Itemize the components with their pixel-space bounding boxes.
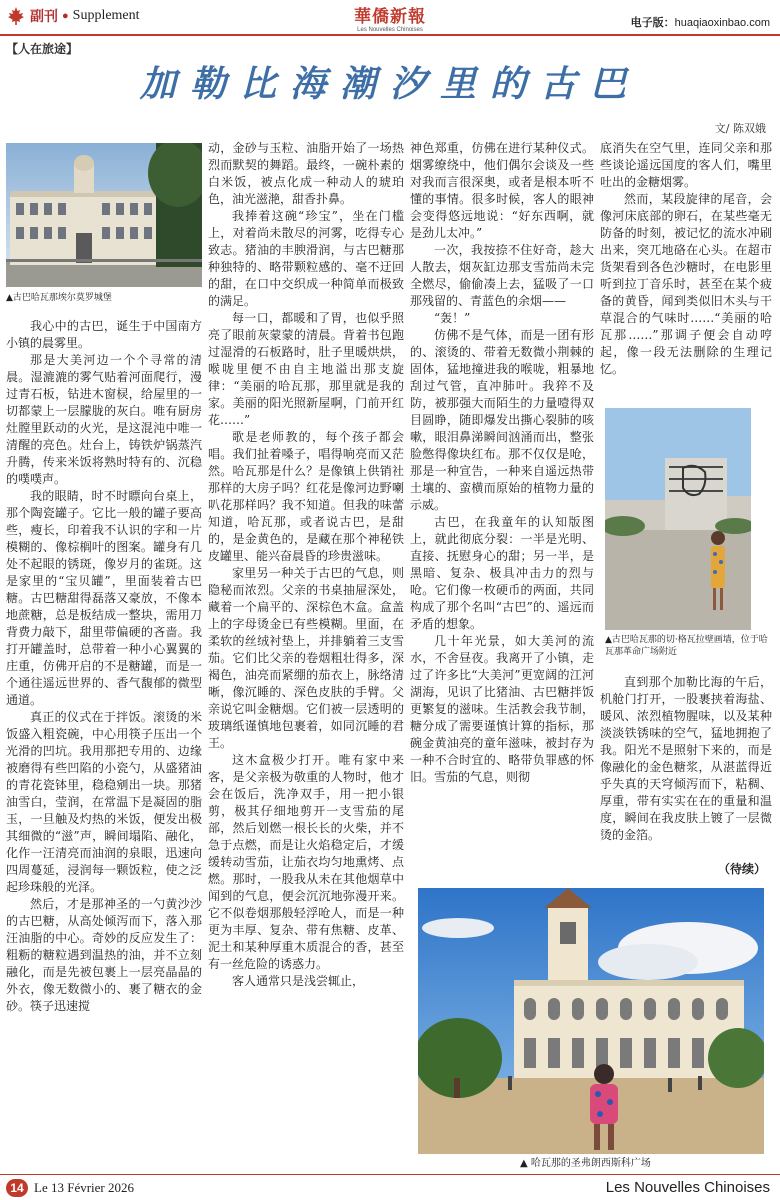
paragraph: 神色郑重，仿佛在进行某种仪式。烟雾缭绕中，他们偶尔会谈及一些对我而言很深奥，或者是根本听不懂的事情。很多时候，客人的眼神会变得悠远地说：“好东西啊，就是劲儿太冲。” xyxy=(410,141,594,240)
article-column-4-top xyxy=(600,140,772,400)
to-be-continued: （待续） xyxy=(718,862,767,876)
e-edition-label: 电子版： xyxy=(630,17,675,29)
photo-san-francisco-square xyxy=(418,888,764,1154)
paragraph: 这木盒极少打开。唯有家中来客，是父亲极为敬重的人物时，他才会在饭后，洗净双手，用一把小银剪，极其仔细地剪开一支雪茄的尾部，然后划燃一根长长的火柴，并不急于点燃，而是让火焰稳定后，才缓缓转动雪茄，让茄衣均匀地熏烤、点燃。那时，一股我从未在其他烟草中闻到的气息，便会沉沉地弥漫开来。它不似卷烟那般轻浮呛人，而是一种更为丰厚、复杂、带有焦糖、皮革、泥土和某种厚重木质混合的香，甚至有一丝危险的诱惑力。 xyxy=(208,753,404,971)
publication-name: Les Nouvelles Chinoises xyxy=(605,1179,770,1196)
paragraph: 然后，才是那神圣的一勺黄沙沙的古巴糖，从高处倾泻而下，落入那汪油脂的中心。奇妙的反应发生了：粗粝的糖粒遇到温热的油，并不立刻融化，而是先被包裹上一层亮晶晶的外衣，像无数微小的、裹了糖衣的金砂。筷子迅速搅 xyxy=(6,897,202,1013)
photo-che-mural xyxy=(605,408,751,630)
paper-name-fr: Les Nouvelles Chinoises xyxy=(357,27,423,33)
paragraph: 每一口，都暖和了胃，也似乎照亮了眼前灰蒙蒙的清晨。背着书包跑过湿滑的石板路时，肚子里暖烘烘，喉咙里便不由自主地溢出那支旋律：“美丽的哈瓦那，那里就是我的家。美丽的阳光照新屋啊，门前开红花……” xyxy=(208,311,404,427)
paper-logo xyxy=(330,2,450,33)
article-column-3 xyxy=(410,140,594,880)
paragraph: 一次，我按捺不住好奇，趁大人散去，烟灰缸边那支雪茄尚未完全燃尽，偷偷凑上去，猛吸了一口那残留的、青蓝色的余烟—— xyxy=(410,243,594,308)
byline: 文/ 陈双娥 xyxy=(714,122,766,135)
e-edition-domain: huaqiaoxinbao.com xyxy=(674,17,770,29)
paragraph: 我心中的古巴，诞生于中国南方小镇的晨雾里。 xyxy=(6,319,202,350)
photo-morro-castle xyxy=(6,143,202,287)
page-footer xyxy=(0,1174,780,1200)
e-edition xyxy=(631,14,770,30)
paragraph: 几十年光景，如大美河的流水，不舍昼夜。我离开了小镇，走过了许多比“大美河”更宽阔的江河湖海，见识了比猪油、古巴糖拌饭更繁复的滋味。生活教会我节制，糖分成了需要谨慎计算的指标，那碗金黄油亮的童年滋味，被封存为一种不合时宜的、略带负罪感的怀旧。雪茄的气息，则彻 xyxy=(410,634,594,784)
article-title: 加勒比海潮汐里的古巴 xyxy=(139,63,640,105)
column-tag: 【人在旅途】 xyxy=(6,42,79,56)
article-column-1 xyxy=(6,318,202,1168)
article-column-4-bottom xyxy=(600,674,772,854)
paragraph: 真正的仪式在于拌饭。滚烫的米饭盛入粗瓷碗，中心用筷子压出一个光滑的凹坑。我用那把专用的、边缘被磨得有些凹陷的小瓷勺，从盛猪油的青花瓷钵里，稳稳剜出一块。那猪油雪白，莹润，在常温下是凝固的脂玉，一旦触及灼热的米饭，便发出极其细微的“滋”声，瞬间塌陷、融化，化作一汪清亮而油润的泉眼，迅速向四周蔓延，浸润每一颗饭粒，使之泛起珍珠般的光泽。 xyxy=(6,710,202,894)
paragraph: 家里另一种关于古巴的气息，则隐秘而浓烈。父亲的书桌抽屉深处，藏着一个扁平的、深棕色木盒。盒盖上的字母烫金已有些模糊。里面，在柔软的丝绒衬垫上，并排躺着三支雪茄。它们比父亲的卷烟粗壮得多，深褐色，油亮而紧绷的茄衣上，脉络清晰，像沉睡的、深色皮肤的手臂。父亲说它叫金糖烟。它们被一层透明的玻璃纸谨慎地包裹着，如同沉睡的君王。 xyxy=(208,566,404,750)
header-rule xyxy=(0,34,780,36)
page-header xyxy=(0,0,780,36)
caption-photo3: ▲ 哈瓦那的圣弗朗西斯科广场 xyxy=(520,1158,651,1169)
paragraph: “轰！” xyxy=(434,311,471,325)
paragraph: 客人通常只是浅尝辄止， xyxy=(232,974,365,988)
paragraph: 动，金砂与玉粒、油脂开始了一场热烈而默契的舞蹈。最终，一碗朴素的白米饭，被点化成一种动人的琥珀色，油光滋滟，甜香扑鼻。 xyxy=(208,141,404,206)
article-column-2 xyxy=(208,140,404,1170)
paragraph: 我的眼睛，时不时瞟向台桌上，那个陶瓷罐子。它比一般的罐子要高些，瘦长，印着我不认识的字和一片模糊的、像棕榈叶的图案。罐身有几处不起眼的锈斑，像岁月的雀斑。这是家里的“宝贝罐”，里面装着古巴糖。古巴糖甜得磊落又豪放，不像本地蔗糖，总是板结成一整块，需用刀背费力敲下，甜里带偏硬的吝啬。我打开罐盖时，总带着一种小心翼翼的庄重，仿佛开启的不是糖罐，而是一个通往遥远世界的、香气馥郁的微型通道。 xyxy=(6,489,202,707)
footer-rule xyxy=(0,1174,780,1175)
section-dot: ● xyxy=(62,10,69,22)
paragraph: 底消失在空气里，连同父亲和那些谈论遥远国度的客人们，嘴里吐出的金糖烟雾。 xyxy=(600,141,772,189)
paragraph: 然而，某段旋律的尾音，会像河床底部的卵石，在某些毫无防备的时刻，被记忆的流水冲刷出来，突兀地硌在心头。在超市货架看到各色沙糖时，在电影里听到拉丁音乐时，甚至在某个疲备的黄昏，闻到类似旧木头与干草混合的气味时……“美丽的哈瓦那……”那调子便会自动哼起，像一段无法删除的生理记忆。 xyxy=(600,192,772,376)
paragraph: 直到那个加勒比海的午后，机舱门打开，一股裹挟着海盐、暖风、浓烈植物腥味，以及某种淡淡铁锈味的空气，猛地拥抱了我。阳光不是照射下来的，而是像融化的金色糖浆，从湛蓝得近乎失真的天穹倾泻而下，粘稠、厚重，带有实实在在的重量和温度，瞬间在我皮肤上镀了一层微烫的金箔。 xyxy=(600,675,772,842)
maple-leaf-icon xyxy=(6,6,26,26)
section-label xyxy=(6,6,140,26)
section-name: 副刊 xyxy=(30,8,58,24)
caption-photo2: ▲古巴哈瓦那的切·格瓦拉壁画墙，位于哈瓦那革命广场附近 xyxy=(605,635,768,657)
paragraph: 我捧着这碗“珍宝”，坐在门槛上，对着尚未散尽的河雾，吃得专心致志。猪油的丰腴滑润，与古巴糖那种独特的、略带颗粒感的、毫不迂回的甜，在口中交织成一种简单而极致的满足。 xyxy=(208,209,404,308)
paragraph: 那是大美河边一个个寻常的清晨。湿漉漉的雾气贴着河面爬行，漫过青石板，钻进木窗棂，给屋里的一切都蒙上一层朦胧的灰白。唯有厨房灶膛里跃动的火光，是这混沌中唯一清醒的亮色。灶台上，铸铁炉锅蒸汽升腾，传来米饭将熟时特有的、沉稳的噗噗声。 xyxy=(6,353,202,486)
supplement-label: Supplement xyxy=(72,8,140,23)
paragraph: 歌是老师教的，每个孩子都会唱。我们扯着嗓子，唱得响亮而又茫然。哈瓦那是什么？是像镇上供销社那样的大房子吗？红花是像河边野喇叭花那样吗？我不知道。但我的味蕾知道，哈瓦那，或者说古巴，是甜的，是金黄色的，是藏在那个神秘铁皮罐里、能兴奋晨昏的珍贵滋味。 xyxy=(208,430,404,563)
caption-photo1: ▲古巴哈瓦那埃尔莫罗城堡 xyxy=(6,293,112,303)
paragraph: 古巴，在我童年的认知版图上，就此彻底分裂：一半是光明、直接、抚慰身心的甜；另一半，是黑暗、复杂、极具冲击力的烈与呛。它们像一枚硬币的两面，共同构成了那个名叫“古巴”的、遥远而矛盾的想象。 xyxy=(410,515,594,631)
paper-name-cn: 華僑新報 xyxy=(354,7,426,27)
issue-date: Le 13 Février 2026 xyxy=(34,1180,135,1195)
paragraph: 仿佛不是气体，而是一团有形的、滚烫的、带着无数微小荆棘的固体，猛地撞进我的喉咙，粗暴地刮过气管，直冲肺叶。我猝不及防，被那强大而陌生的力量噎得双目圆睁，随即爆发出撕心裂肺的咳嗽，眼泪鼻涕瞬间汹涌而出，整张脸憋得像块红布。那不仅仅是呛，那是一种宣告，一种来自遥远热带土壤的、蛮横而原始的植物力量的示威。 xyxy=(410,328,594,512)
page-number: 14 xyxy=(6,1179,28,1197)
